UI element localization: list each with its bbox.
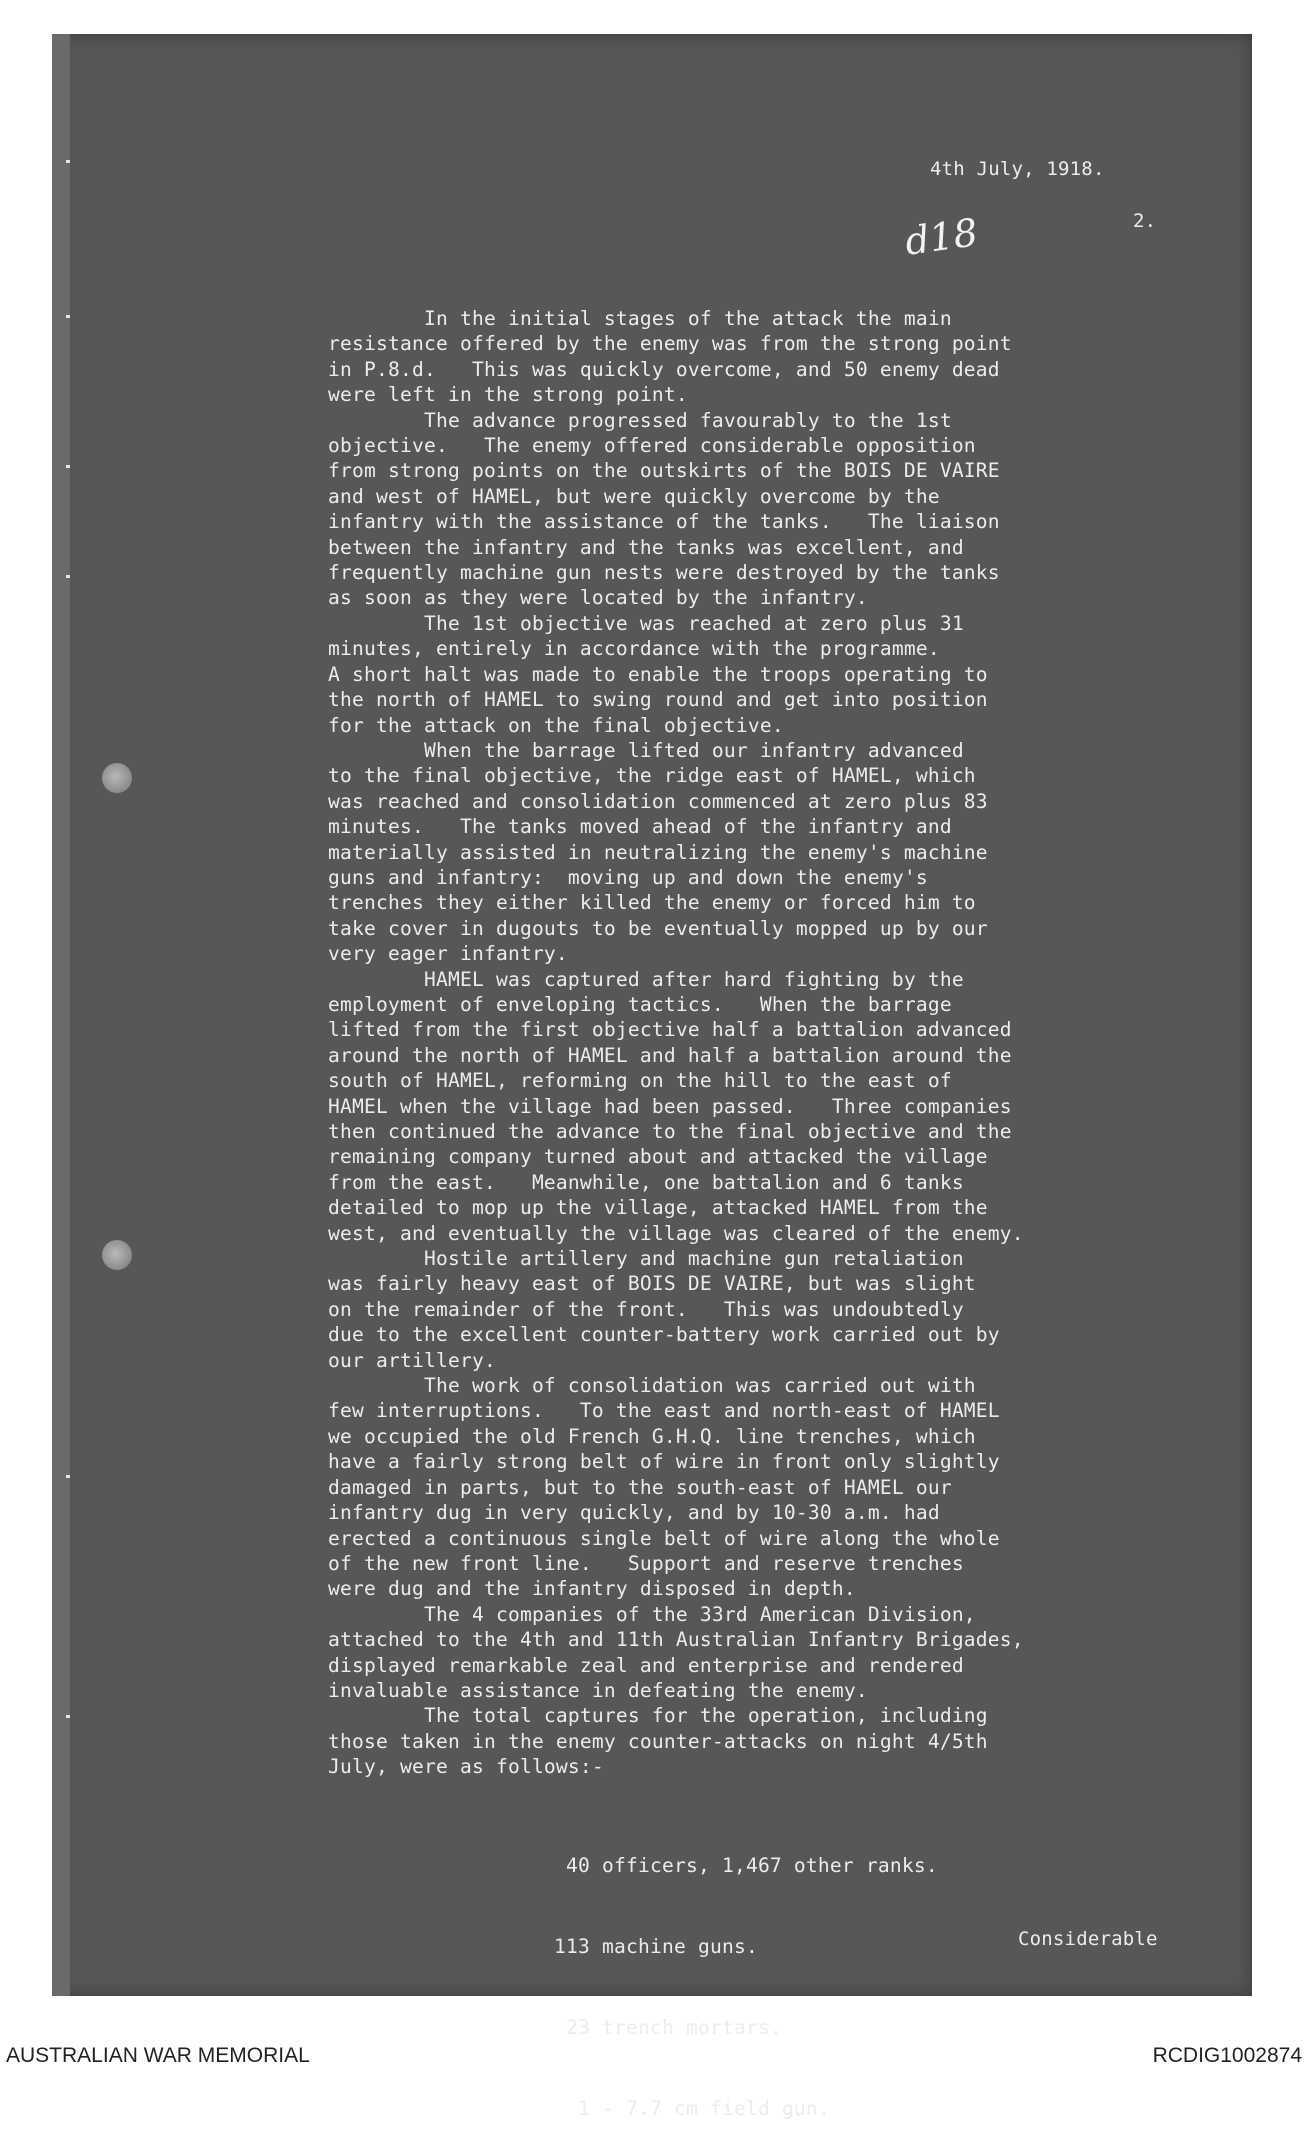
continuation-word: Considerable [1018,1928,1158,1950]
edge-mark [66,160,70,163]
edge-mark [66,1715,70,1718]
edge-mark [66,315,70,318]
captures-item: 23 trench mortars. [554,2016,782,2039]
punch-hole [102,763,132,793]
edge-mark [66,575,70,578]
edge-mark [66,1475,70,1478]
institution-label: AUSTRALIAN WAR MEMORIAL [6,2044,310,2067]
punch-hole [102,1240,132,1270]
page-edge [52,34,70,1996]
page-number: 2. [1133,210,1157,232]
captures-item: 40 officers, 1,467 other ranks. [554,1854,938,1877]
edge-mark [66,465,70,468]
captures-list [554,1798,938,2149]
handwritten-annotation: d18 [902,210,981,264]
record-id: RCDIG1002874 [1152,2044,1302,2067]
captures-item: 1 - 7.7 cm field gun. [554,2097,830,2120]
report-body: In the initial stages of the attack the main resistance offered by the enemy was from the strong point in P.8.d. This was quickly overcome, and 50 enemy dead were left in the strong point. The advance progressed favourably to the 1st objective. The enemy offered considerable opposition from strong points on the outskirts of the BOIS DE VAIRE and west of HAMEL, but were quickly overcome by the infantry with the assistance of the tanks. The liaison between the infantry and the tanks was excellent, and frequently machine gun nests were destroyed by the tanks as soon as they were located by the infantry. The 1st objective was reached at zero plus 31 minutes, entirely in accordance with the programme. A short halt was made to enable the troops operating to the north of HAMEL to swing round and get into position for the attack on the final objective. When the barrage lifted our infantry advanced to the final objective, the ridge east of HAMEL, which was reached and consolidation commenced at zero plus 83 minutes. The tanks moved ahead of the infantry and materially assisted in neutralizing the enemy's machine guns and infantry: moving up and down the enemy's trenches they either killed the enemy or forced him to take cover in dugouts to be eventually mopped up by our very eager infantry. HAMEL was captured after hard fighting by the employment of enveloping tactics. When the barrage lifted from the first objective half a battalion advanced around the north of HAMEL and half a battalion around the south of HAMEL, reforming on the hill to the east of HAMEL when the village had been passed. Three companies then continued the advance to the final objective and the remaining company turned about and attacked the village from the east. Meanwhile, one battalion and 6 tanks detailed to mop up the village, attacked HAMEL from the west, and eventually the village was cleared of the enemy. Hostile artillery and machine gun retaliation was fairly heavy east of BOIS DE VAIRE, but was slight on the remainder of the front. This was undoubtedly due to the excellent counter-battery work carried out by our artillery. The work of consolidation was carried out with few interruptions. To the east and north-east of HAMEL we occupied the old French G.H.Q. line trenches, which have a fairly strong belt of wire in front only slightly damaged in parts, but to the south-east of HAMEL our infantry dug in very quickly, and by 10-30 a.m. had erected a continuous single belt of wire along the whole of the new front line. Support and reserve trenches were dug and the infantry disposed in depth. The 4 companies of the 33rd American Division, attached to the 4th and 11th Australian Infantry Brigades, displayed remarkable zeal and enterprise and rendered invaluable assistance in defeating the enemy. The total captures for the operation, including those taken in the enemy counter-attacks on night 4/5th July, were as follows:- [328,307,1024,1779]
document-date: 4th July, 1918. [930,158,1105,180]
captures-item: 113 machine guns. [554,1935,758,1958]
